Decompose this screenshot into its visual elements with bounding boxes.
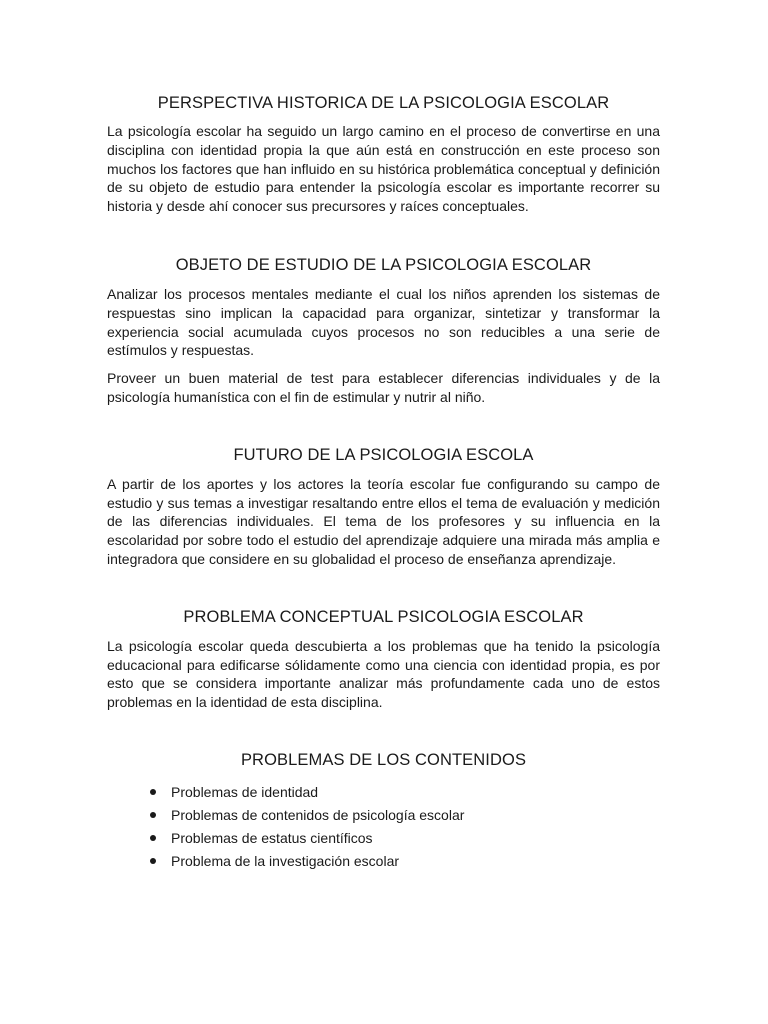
list-item-text: Problemas de contenidos de psicología escolar: [171, 806, 465, 823]
list-item-text: Problema de la investigación escolar: [171, 852, 400, 869]
paragraph-object-of-study-1: Analizar los procesos mentales mediante el cual los niños aprenden los sistemas de respuestas sino implican la capacidad para organizar, sintetizar y transformar la experiencia social acumulada cuyos procesos no son reducibles a una serie de estímulos y respuestas.: [107, 285, 660, 359]
section-heading-object-of-study: OBJETO DE ESTUDIO DE LA PSICOLOGIA ESCOLAR: [175, 255, 592, 274]
list-item: [150, 781, 660, 804]
section-heading-future: FUTURO DE LA PSICOLOGIA ESCOLA: [233, 445, 534, 464]
content-problems-list: [107, 781, 660, 873]
paragraph-historical-perspective: La psicología escolar ha seguido un largo camino en el proceso de convertirse en una disciplina con identidad propia la que aún está en construcción en este proceso son muchos los factores que han influido en su histórica problemática conceptual y definición de su objeto de estudio para entender la psicología escolar es importante recorrer su historia y desde ahí conocer sus precursores y raíces conceptuales.: [107, 123, 660, 215]
section-heading-content-problems: PROBLEMAS DE LOS CONTENIDOS: [240, 750, 527, 769]
paragraph-future: A partir de los aportes y los actores la teoría escolar fue configurando su campo de estudio y sus temas a investigar resaltando entre ellos el tema de evaluación y medición de las diferencias individuales. El tema de los profesores y su influencia en la escolaridad por sobre todo el estudio del aprendizaje adquiere una mirada más amplia e integradora que considere en su globalidad el proceso de enseñanza aprendizaje.: [107, 475, 660, 567]
bullet-icon: [150, 812, 156, 818]
list-item: [150, 850, 660, 873]
list-item-text: Problemas de estatus científicos: [171, 829, 373, 846]
paragraph-conceptual-problem: La psicología escolar queda descubierta a los problemas que ha tenido la psicología educacional para edificarse sólidamente como una ciencia con identidad propia, es por esto que se considera importante analizar más profundamente cada uno de estos problemas en la identidad de esta disciplina.: [107, 637, 660, 711]
list-item: [150, 804, 660, 827]
bullet-icon: [150, 858, 156, 864]
bullet-icon: [150, 789, 156, 795]
paragraph-object-of-study-2: Proveer un buen material de test para establecer diferencias individuales y de la psicología humanística con el fin de estimular y nutrir al niño.: [107, 370, 660, 405]
section-heading-conceptual-problem: PROBLEMA CONCEPTUAL PSICOLOGIA ESCOLAR: [183, 607, 584, 626]
list-item-text: Problemas de identidad: [171, 783, 319, 800]
list-item: [150, 827, 660, 850]
bullet-icon: [150, 835, 156, 841]
section-heading-historical-perspective: PERSPECTIVA HISTORICA DE LA PSICOLOGIA ESCOLAR: [157, 94, 610, 112]
